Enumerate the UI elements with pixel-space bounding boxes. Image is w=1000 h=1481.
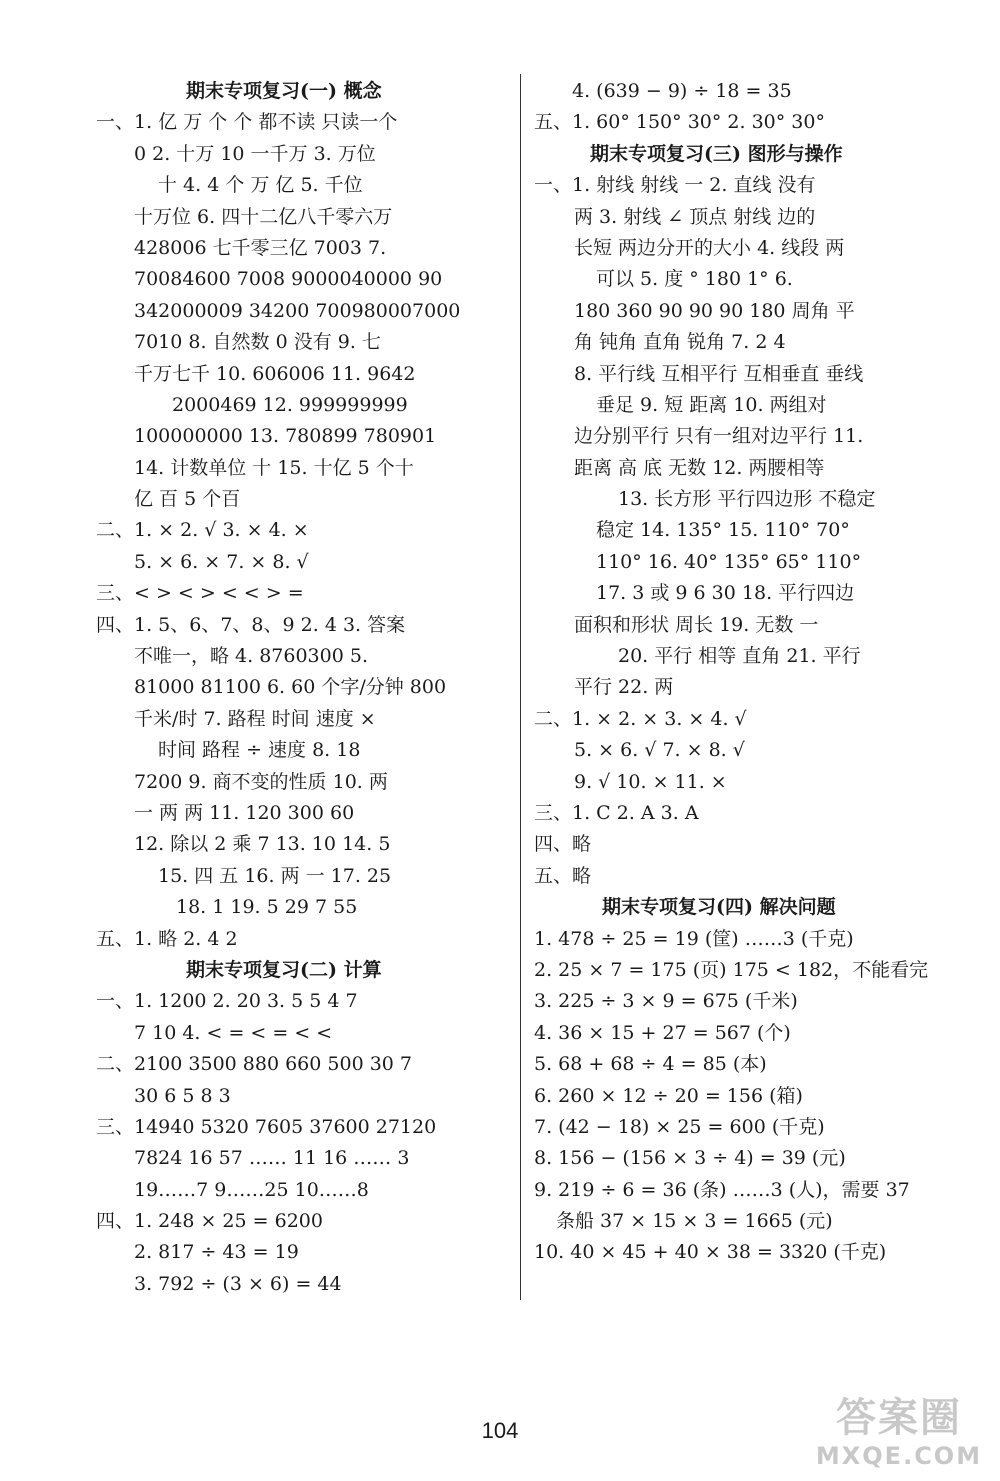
answer-line: 428006 七千零三亿 7003 7. bbox=[134, 236, 387, 259]
answer-line: 平行 22. 两 bbox=[574, 676, 674, 699]
answer-line: 20. 平行 相等 直角 21. 平行 bbox=[618, 645, 861, 668]
answer-line: 7. (42 − 18) × 25 = 600 (千克) bbox=[534, 1115, 825, 1138]
answer-line: 三、< > < > < < > = bbox=[96, 582, 304, 605]
answer-line: 四、1. 248 × 25 = 6200 bbox=[96, 1210, 323, 1233]
answer-line: 19……7 9……25 10……8 bbox=[134, 1178, 369, 1201]
answer-line: 一 两 两 11. 120 300 60 bbox=[134, 801, 355, 824]
answer-line: 稳定 14. 135° 15. 110° 70° bbox=[596, 519, 850, 542]
answer-line: 180 360 90 90 90 180 周角 平 bbox=[574, 299, 855, 322]
answer-line: 不唯一，略 4. 8760300 5. bbox=[134, 645, 368, 668]
answer-line: 四、略 bbox=[534, 833, 592, 856]
answer-line: 10. 40 × 45 + 40 × 38 = 3320 (千克) bbox=[534, 1241, 887, 1264]
answer-line: 3. 792 ÷ (3 × 6) = 44 bbox=[134, 1272, 342, 1295]
answer-line: 12. 除以 2 乘 7 13. 10 14. 5 bbox=[134, 833, 391, 856]
answer-line: 可以 5. 度 ° 180 1° 6. bbox=[596, 268, 793, 291]
answer-line: 2000469 12. 999999999 bbox=[172, 393, 408, 416]
column-divider bbox=[520, 74, 521, 1300]
watermark-url: MXQE.COM bbox=[815, 1442, 983, 1470]
answer-line: 边分别平行 只有一组对边平行 11. bbox=[574, 425, 864, 448]
answer-line: 时间 路程 ÷ 速度 8. 18 bbox=[158, 739, 361, 762]
answer-line: 二、1. × 2. × 3. × 4. √ bbox=[534, 707, 747, 730]
answer-line: 8. 156 − (156 × 3 ÷ 4) = 39 (元) bbox=[534, 1147, 846, 1170]
section-title: 期末专项复习(一) 概念 bbox=[186, 80, 382, 102]
answer-line: 9. √ 10. × 11. × bbox=[574, 770, 727, 793]
answer-line: 7824 16 57 …… 11 16 …… 3 bbox=[134, 1147, 410, 1170]
answer-line: 5. 68 + 68 ÷ 4 = 85 (本) bbox=[534, 1053, 767, 1076]
answer-line: 四、1. 5、6、7、8、9 2. 4 3. 答案 bbox=[96, 613, 406, 636]
watermark-logo bbox=[808, 1394, 990, 1476]
answer-line: 面积和形状 周长 19. 无数 一 bbox=[574, 613, 819, 636]
answer-line: 110° 16. 40° 135° 65° 110° bbox=[596, 550, 862, 573]
answer-line: 5. × 6. × 7. × 8. √ bbox=[134, 550, 309, 573]
answer-line: 2. 25 × 7 = 175 (页) 175 < 182，不能看完 bbox=[534, 958, 929, 981]
answer-line: 17. 3 或 9 6 30 18. 平行四边 bbox=[596, 582, 855, 605]
answer-line: 五、略 bbox=[534, 864, 592, 887]
answer-line: 千万七千 10. 606006 11. 9642 bbox=[134, 362, 416, 385]
answer-line: 7200 9. 商不变的性质 10. 两 bbox=[134, 770, 388, 793]
answer-line: 14. 计数单位 十 15. 十亿 5 个十 bbox=[134, 456, 414, 479]
answer-line: 角 钝角 直角 锐角 7. 2 4 bbox=[574, 331, 786, 354]
watermark-text: 答案圈 bbox=[836, 1395, 962, 1441]
answer-line: 100000000 13. 780899 780901 bbox=[134, 425, 437, 448]
answer-line: 一、1. 射线 射线 一 2. 直线 没有 bbox=[534, 174, 816, 197]
answer-line: 二、2100 3500 880 660 500 30 7 bbox=[96, 1053, 413, 1076]
answer-line: 1. 478 ÷ 25 = 19 (筐) ……3 (千克) bbox=[534, 927, 854, 950]
answer-line: 13. 长方形 平行四边形 不稳定 bbox=[618, 488, 876, 511]
page-number: 104 bbox=[481, 1418, 519, 1443]
answer-line: 距离 高 底 无数 12. 两腰相等 bbox=[574, 456, 825, 479]
answer-line: 8. 平行线 互相平行 互相垂直 垂线 bbox=[574, 362, 864, 385]
answer-line: 一、1. 亿 万 个 个 都不读 只读一个 bbox=[96, 111, 398, 134]
answer-line: 81000 81100 6. 60 个字/分钟 800 bbox=[134, 676, 447, 699]
answer-line: 垂足 9. 短 距离 10. 两组对 bbox=[596, 393, 827, 416]
answer-line: 7 10 4. < = < = < < bbox=[134, 1021, 333, 1044]
answer-line: 2. 817 ÷ 43 = 19 bbox=[134, 1241, 299, 1264]
answer-line: 十万位 6. 四十二亿八千零六万 bbox=[134, 205, 393, 228]
answer-line: 千米/时 7. 路程 时间 速度 × bbox=[134, 707, 376, 730]
answer-line: 15. 四 五 16. 两 一 17. 25 bbox=[158, 864, 392, 887]
answer-line: 一、1. 1200 2. 20 3. 5 5 4 7 bbox=[96, 990, 358, 1013]
answer-line: 条船 37 × 15 × 3 = 1665 (元) bbox=[556, 1210, 833, 1233]
answer-line: 30 6 5 8 3 bbox=[134, 1084, 231, 1107]
answer-line: 9. 219 ÷ 6 = 36 (条) ……3 (人)，需要 37 bbox=[534, 1178, 910, 1201]
answer-line: 两 3. 射线 ∠ 顶点 射线 边的 bbox=[574, 205, 816, 228]
section-title: 期末专项复习(三) 图形与操作 bbox=[590, 142, 843, 165]
answer-line: 三、1. C 2. A 3. A bbox=[534, 801, 699, 824]
answer-line: 342000009 34200 700980007000 bbox=[134, 299, 461, 322]
answer-line: 五、1. 略 2. 4 2 bbox=[96, 927, 238, 950]
section-title: 期末专项复习(二) 计算 bbox=[186, 958, 382, 981]
answer-line: 五、1. 60° 150° 30° 2. 30° 30° bbox=[534, 111, 825, 134]
section-title: 期末专项复习(四) 解决问题 bbox=[602, 896, 836, 919]
answer-line: 0 2. 十万 10 一千万 3. 万位 bbox=[134, 142, 376, 165]
answer-line: 18. 1 19. 5 29 7 55 bbox=[176, 896, 358, 919]
left-column bbox=[96, 76, 511, 1300]
right-column bbox=[534, 76, 954, 1269]
answer-line: 三、14940 5320 7605 37600 27120 bbox=[96, 1115, 437, 1138]
answer-line: 6. 260 × 12 ÷ 20 = 156 (箱) bbox=[534, 1084, 803, 1107]
answer-line: 5. × 6. √ 7. × 8. √ bbox=[574, 739, 745, 762]
answer-line: 长短 两边分开的大小 4. 线段 两 bbox=[574, 236, 845, 259]
answer-line: 十 4. 4 个 万 亿 5. 千位 bbox=[158, 174, 363, 197]
answer-line: 4. 36 × 15 + 27 = 567 (个) bbox=[534, 1021, 791, 1044]
answer-line: 70084600 7008 9000040000 90 bbox=[134, 268, 443, 291]
answer-line: 亿 百 5 个百 bbox=[134, 488, 241, 511]
answer-line: 二、1. × 2. √ 3. × 4. × bbox=[96, 519, 309, 542]
answer-line: 4. (639 − 9) ÷ 18 = 35 bbox=[572, 80, 792, 102]
answer-line: 3. 225 ÷ 3 × 9 = 675 (千米) bbox=[534, 990, 798, 1013]
answer-line: 7010 8. 自然数 0 没有 9. 七 bbox=[134, 331, 381, 354]
